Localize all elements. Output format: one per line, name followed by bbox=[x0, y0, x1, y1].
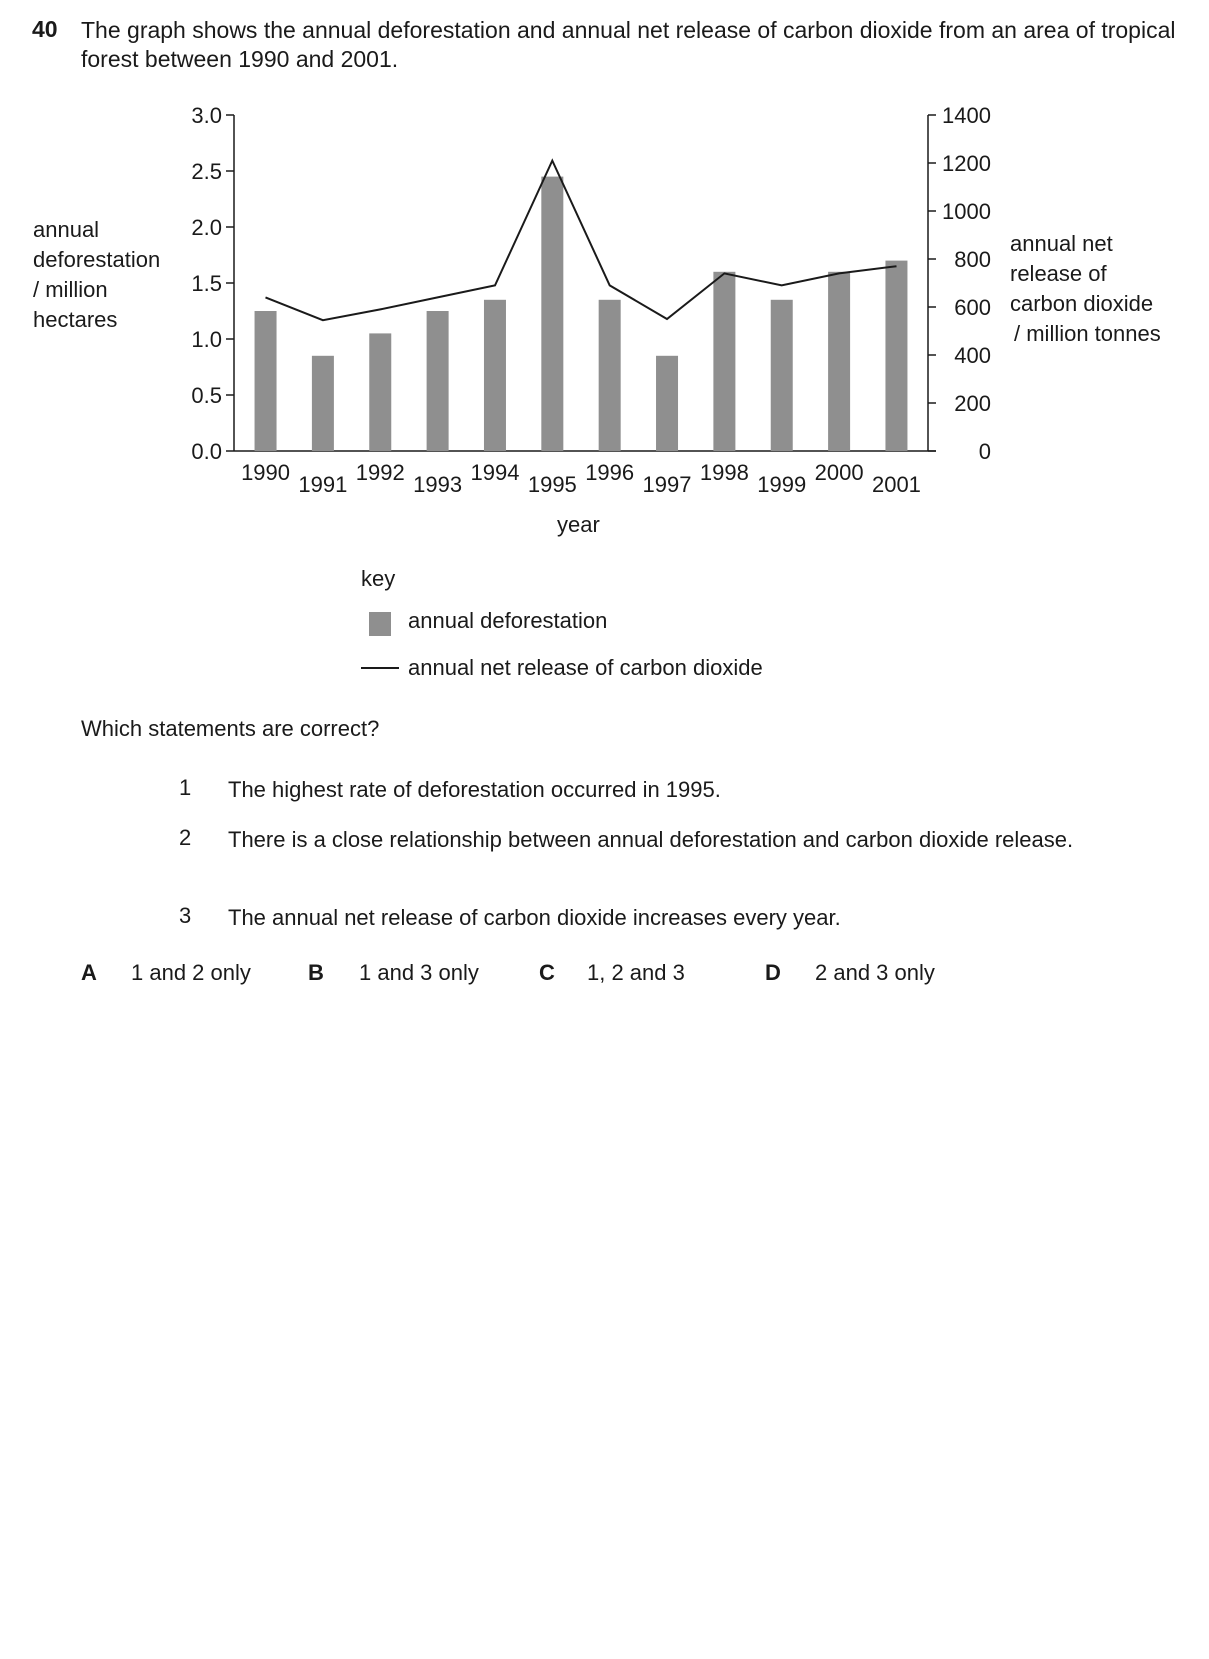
option-a-text: 1 and 2 only bbox=[131, 960, 251, 985]
deforestation-bar bbox=[312, 356, 334, 451]
right-axis-tick-label: 1000 bbox=[942, 199, 991, 224]
question-text: The graph shows the annual deforestation and annual net release of carbon dioxide from an area of tropical forest between 1990 and 2001. bbox=[81, 17, 1176, 72]
left-axis-tick-label: 0.5 bbox=[191, 383, 222, 408]
option-c-text: 1, 2 and 3 bbox=[587, 960, 685, 985]
deforestation-bar bbox=[599, 300, 621, 451]
statement-text: The highest rate of deforestation occurred in 1995. bbox=[228, 777, 721, 802]
right-axis-tick-label: 400 bbox=[954, 343, 991, 368]
left-axis-tick-label: 2.0 bbox=[191, 215, 222, 240]
option-b-letter: B bbox=[308, 960, 324, 985]
x-axis-tick-label: 1992 bbox=[355, 460, 405, 485]
left-axis-tick-label: 2.5 bbox=[191, 159, 222, 184]
statement-text: There is a close relationship between annual deforestation and carbon dioxide release. bbox=[228, 827, 1074, 852]
left-axis-tick-label: 3.0 bbox=[191, 103, 222, 128]
co2-release-line bbox=[266, 161, 897, 321]
option-d-letter: D bbox=[765, 960, 781, 985]
statement-text: The annual net release of carbon dioxide increases every year. bbox=[228, 905, 841, 930]
deforestation-bar bbox=[369, 333, 391, 451]
x-axis-tick-label: 1996 bbox=[585, 460, 635, 485]
key-bar-label: annual deforestation bbox=[408, 608, 608, 633]
x-axis-tick-label: 1999 bbox=[757, 472, 807, 497]
x-axis-tick-label: 1990 bbox=[241, 460, 291, 485]
right-axis-tick-label: 0 bbox=[978, 439, 991, 464]
deforestation-bar bbox=[484, 300, 506, 451]
statement-number: 1 bbox=[179, 775, 192, 800]
x-axis-tick-label: 1991 bbox=[298, 472, 348, 497]
question-number: 40 bbox=[32, 16, 58, 42]
deforestation-bar bbox=[656, 356, 678, 451]
deforestation-bar bbox=[541, 177, 563, 451]
right-axis-tick-label: 600 bbox=[954, 295, 991, 320]
right-axis-tick-label: 1200 bbox=[942, 151, 991, 176]
question-prompt: Which statements are correct? bbox=[81, 716, 380, 741]
right-axis-tick-label: 1400 bbox=[942, 103, 991, 128]
x-axis-tick-label: 1997 bbox=[642, 472, 692, 497]
statement-number: 3 bbox=[179, 903, 192, 928]
deforestation-bar bbox=[427, 311, 449, 451]
x-axis-tick-label: 2001 bbox=[871, 472, 921, 497]
x-axis-tick-label: 1995 bbox=[527, 472, 577, 497]
left-axis-tick-label: 1.0 bbox=[191, 327, 222, 352]
key-line-swatch bbox=[361, 667, 399, 669]
x-axis-label: year bbox=[557, 512, 600, 537]
x-axis-tick-label: 1994 bbox=[470, 460, 520, 485]
right-axis-tick-label: 200 bbox=[954, 391, 991, 416]
deforestation-bar bbox=[713, 272, 735, 451]
key-title: key bbox=[361, 566, 396, 591]
left-axis-label: annual deforestation / million hectares bbox=[33, 217, 161, 332]
deforestation-bar bbox=[255, 311, 277, 451]
deforestation-bar bbox=[771, 300, 793, 451]
option-b-text: 1 and 3 only bbox=[359, 960, 479, 985]
x-axis-tick-label: 2000 bbox=[814, 460, 864, 485]
statement-number: 2 bbox=[179, 825, 192, 850]
key-bar-swatch bbox=[369, 612, 391, 636]
right-axis-tick-label: 800 bbox=[954, 247, 991, 272]
x-axis-tick-label: 1998 bbox=[699, 460, 749, 485]
option-d-text: 2 and 3 only bbox=[815, 960, 935, 985]
left-axis-tick-label: 0.0 bbox=[191, 439, 222, 464]
left-axis-tick-label: 1.5 bbox=[191, 271, 222, 296]
option-c-letter: C bbox=[539, 960, 555, 985]
deforestation-bar bbox=[828, 272, 850, 451]
option-a-letter: A bbox=[81, 960, 97, 985]
x-axis-tick-label: 1993 bbox=[413, 472, 463, 497]
deforestation-bar bbox=[885, 261, 907, 451]
right-axis-label: annual net release of carbon dioxide / million tonnes bbox=[1010, 231, 1161, 346]
key-line-label: annual net release of carbon dioxide bbox=[408, 655, 763, 680]
